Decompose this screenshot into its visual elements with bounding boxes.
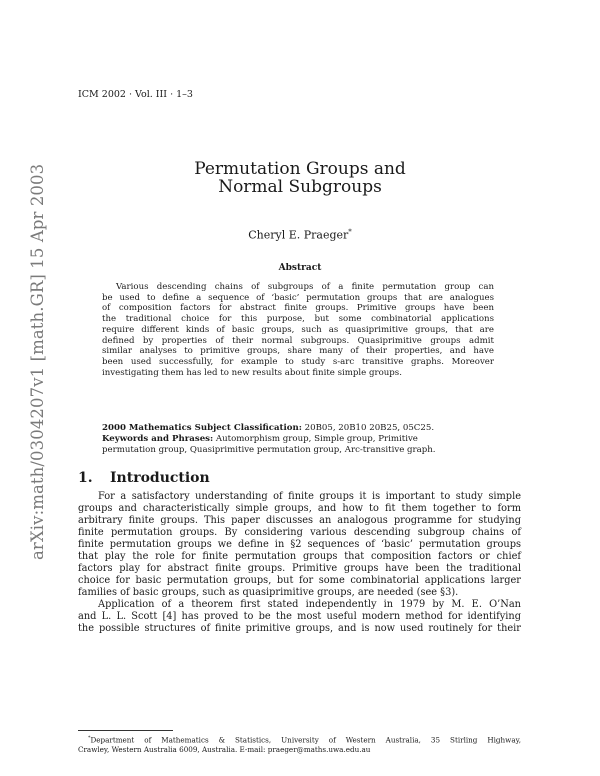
intro-line: choice for basic permutation groups, but for some combinatorial applications larger <box>78 575 521 586</box>
abstract-line: Various descending chains of subgroups of a finite permutation group can <box>116 282 494 292</box>
keywords-label: Keywords and Phrases: <box>102 433 214 444</box>
paper-title <box>0 160 600 196</box>
intro-line: factors play for abstract finite groups. Primitive groups have been the traditional <box>78 563 521 574</box>
keywords-line <box>102 434 494 445</box>
arxiv-side-label: arXiv:math/0304207v1 [math.GR] 15 Apr 2003 <box>28 163 47 560</box>
intro-line: finite permutation groups. By considering various descending subgroup chains of <box>78 527 521 538</box>
abstract-line: similar analyses to primitive groups, share many of their properties, and have <box>102 346 494 357</box>
introduction-body <box>78 491 521 635</box>
author-footnote-mark: * <box>348 228 352 236</box>
keywords-text-1: Automorphism group, Simple group, Primitive <box>213 433 418 444</box>
intro-line: groups and characteristically simple groups, and how to fit them together to form <box>78 503 521 514</box>
classification-block <box>102 423 494 455</box>
author-name: Cheryl E. Praeger <box>248 228 349 242</box>
abstract-line: require different kinds of basic groups, such as quasiprimitive groups, that are <box>102 324 494 335</box>
footnote <box>78 734 521 754</box>
intro-line: that play the role for finite permutation groups that composition factors or chief <box>78 551 521 562</box>
abstract-body <box>102 282 494 378</box>
abstract-line: the traditional choice for this purpose, but some combinatorial applications <box>102 314 494 325</box>
footnote-line-2: Crawley, Western Australia 6009, Australia. E-mail: praeger@maths.uwa.edu.au <box>78 744 371 754</box>
footnote-mark: * <box>88 735 91 741</box>
abstract-heading: Abstract <box>278 263 322 273</box>
abstract-line: defined by properties of their normal subgroups. Quasiprimitive groups admit <box>102 335 494 346</box>
abstract-line: been used successfully, for example to study s-arc transitive graphs. Moreover <box>102 356 494 367</box>
footnote-text-1: Department of Mathematics & Statistics, University of Western Australia, 35 Stirling Highway, <box>90 735 521 745</box>
abstract-line: of composition factors for abstract finite groups. Primitive groups have been <box>102 303 494 314</box>
keywords-text-2: permutation group, Quasiprimitive permutation group, Arc-transitive graph. <box>102 444 436 455</box>
section-heading <box>78 470 210 486</box>
section-title: Introduction <box>110 470 210 486</box>
title-line-2: Normal Subgroups <box>218 177 382 197</box>
intro-line: families of basic groups, such as quasiprimitive groups, are needed (see §3). <box>78 587 459 598</box>
title-line-1: Permutation Groups and <box>194 159 406 179</box>
running-header: ICM 2002 · Vol. III · 1–3 <box>78 89 193 100</box>
intro-line: and L. L. Scott [4] has proved to be the most useful modern method for identifying <box>78 611 521 622</box>
intro-line: Application of a theorem first stated independently in 1979 by M. E. O’Nan <box>98 599 521 610</box>
intro-line: the possible structures of finite primitive groups, and is now used routinely for their <box>78 623 521 634</box>
author <box>0 228 600 242</box>
abstract-line: be used to define a sequence of ‘basic’ permutation groups that are analogues <box>102 292 494 303</box>
section-number: 1. <box>78 470 93 486</box>
footnote-line-1 <box>78 734 521 745</box>
msc-label: 2000 Mathematics Subject Classification: <box>102 423 302 433</box>
msc-line <box>102 423 494 434</box>
intro-line: arbitrary finite groups. This paper discusses an analogous programme for studying <box>78 515 521 526</box>
intro-line: finite permutation groups we define in §2 sequences of ‘basic’ permutation groups <box>78 539 521 550</box>
msc-codes: 20B05, 20B10 20B25, 05C25. <box>301 423 435 433</box>
intro-line: For a satisfactory understanding of finite groups it is important to study simple <box>98 491 521 502</box>
abstract-line: investigating them has led to new results about finite simple groups. <box>102 367 402 378</box>
footnote-rule <box>78 730 173 731</box>
